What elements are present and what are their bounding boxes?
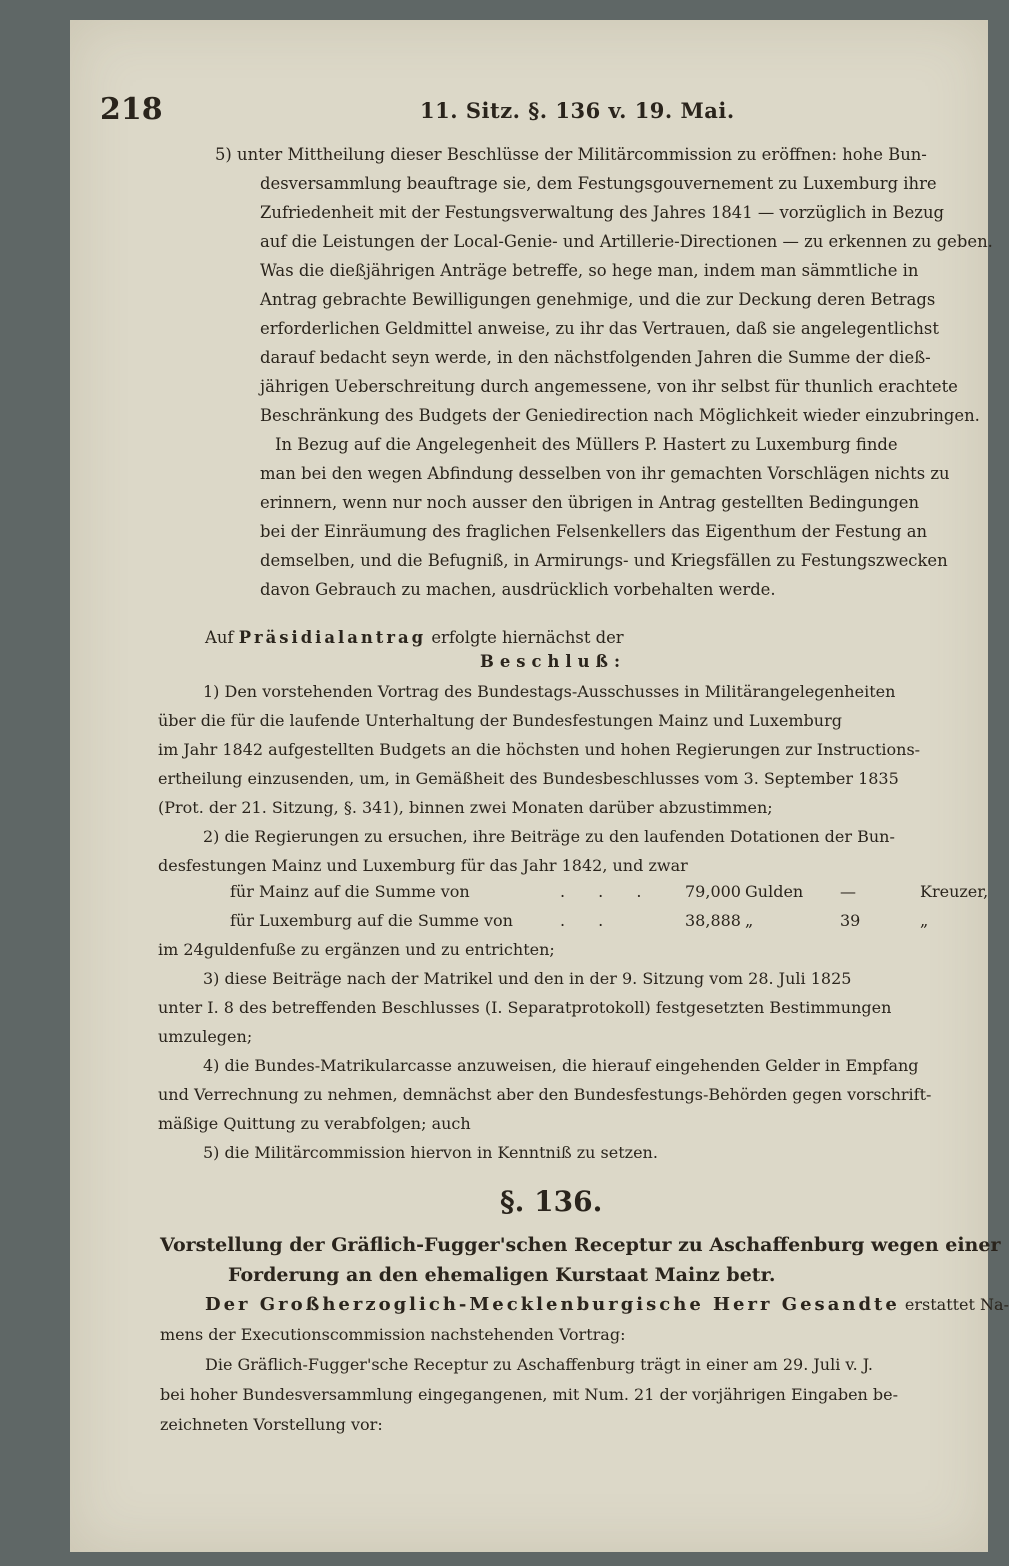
text-line: im Jahr 1842 aufgestellten Budgets an die höchsten und hohen Regierungen zur Instructions- (158, 740, 921, 759)
amount-unit: Gulden (745, 882, 804, 901)
text-line: unter I. 8 des betreffenden Beschlusses (I. Separatprotokoll) festgesetzten Bestimmungen (158, 998, 892, 1017)
text-line: davon Gebrauch zu machen, ausdrücklich vorbehalten werde. (260, 580, 776, 599)
resolution-block (158, 677, 970, 880)
amount-label: für Luxemburg auf die Summe von (230, 911, 513, 930)
text-line: desfestungen Mainz und Luxemburg für das Jahr 1842, und zwar (158, 856, 688, 875)
text-line: 5) die Militärcommission hiervon in Kenntniß zu setzen. (203, 1143, 658, 1162)
amount-kreuzer-label: „ (920, 911, 929, 930)
text-line: erinnern, wenn nur noch ausser den übrigen in Antrag gestellten Bedingungen (260, 493, 920, 512)
envoy-rest: erstattet Na- (904, 1295, 1009, 1314)
text-line: mens der Executionscommission nachstehenden Vortrag: (160, 1325, 626, 1344)
amount-kreuzer: — (840, 882, 856, 901)
text-line: mäßige Quittung zu verabfolgen; auch (158, 1114, 471, 1133)
text-line: auf die Leistungen der Local-Genie- und Artillerie-Directionen — zu erkennen zu geben. (260, 232, 993, 251)
amount-sum: 79,000 (685, 882, 741, 901)
text-line: man bei den wegen Abfindung desselben von ihr gemachten Vorschlägen nichts zu (260, 464, 950, 483)
text-line: 5) unter Mittheilung dieser Beschlüsse der Militärcommission zu eröffnen: hohe Bun- (215, 145, 927, 164)
text-line: In Bezug auf die Angelegenheit des Müllers P. Hastert zu Luxemburg finde (275, 435, 898, 454)
amount-row (230, 877, 989, 906)
text-line: Antrag gebrachte Bewilligungen genehmige, und die zur Deckung deren Betrags (260, 290, 936, 309)
text-line: über die für die laufende Unterhaltung der Bundesfestungen Mainz und Luxemburg (158, 711, 842, 730)
text-line: 1) Den vorstehenden Vortrag des Bundestags-Ausschusses in Militärangelegenheiten (203, 682, 896, 701)
envoy-name: Der Großherzoglich-Mecklenburgische Herr Gesandte (205, 1294, 900, 1315)
text-line: (Prot. der 21. Sitzung, §. 341), binnen zwei Monaten darüber abzustimmen; (158, 798, 773, 817)
amount-label: für Mainz auf die Summe von (230, 882, 470, 901)
envoy-line (160, 1290, 1009, 1320)
section-body (160, 1290, 1009, 1440)
amount-sum: 38,888 (685, 911, 741, 930)
presidial-line (205, 623, 765, 652)
text-line: demselben, und die Befugniß, in Armirungs- und Kriegsfällen zu Festungszwecken (260, 551, 948, 570)
presidial-emphasis: Präsidialantrag (238, 628, 427, 647)
body-top (215, 140, 993, 604)
text-line: bei der Einräumung des fraglichen Felsenkellers das Eigenthum der Festung an (260, 522, 928, 541)
text-line: zeichneten Vorstellung vor: (160, 1415, 383, 1434)
section-subject (160, 1230, 1001, 1290)
amount-dots: . . (560, 911, 618, 930)
presidial-suffix: erfolgte hiernächst der (431, 628, 624, 647)
text-line: Was die dießjährigen Anträge betreffe, so hege man, indem man sämmtliche in (260, 261, 919, 280)
subject-line: Vorstellung der Gräflich-Fugger'schen Receptur zu Aschaffenburg wegen einer (160, 1234, 1001, 1256)
amount-row (230, 906, 950, 935)
text-line: desversammlung beauftrage sie, dem Festungsgouvernement zu Luxemburg ihre (260, 174, 937, 193)
page-number: 218 (100, 92, 163, 127)
presidial-prefix: Auf (205, 628, 234, 647)
text-line: bei hoher Bundesversammlung eingegangenen, mit Num. 21 der vorjährigen Eingaben be- (160, 1385, 899, 1404)
amount-unit: „ (745, 911, 754, 930)
section-number: §. 136. (500, 1185, 603, 1218)
running-title: 11. Sitz. §. 136 v. 19. Mai. (420, 98, 735, 123)
text-line: darauf bedacht seyn werde, in den nächstfolgenden Jahren die Summe der dieß- (260, 348, 931, 367)
text-line: im 24guldenfuße zu ergänzen und zu entrichten; (158, 940, 555, 959)
amount-kreuzer-label: Kreuzer, (920, 882, 989, 901)
text-line: ertheilung einzusenden, um, in Gemäßheit des Bundesbeschlusses vom 3. September 1835 (158, 769, 899, 788)
text-line: erforderlichen Geldmittel anweise, zu ihr das Vertrauen, daß sie angelegentlichst (260, 319, 939, 338)
text-line: Zufriedenheit mit der Festungsverwaltung des Jahres 1841 — vorzüglich in Bezug (260, 203, 944, 222)
text-line: 2) die Regierungen zu ersuchen, ihre Beiträge zu den laufenden Dotationen der Bun- (203, 827, 895, 846)
text-line: 3) diese Beiträge nach der Matrikel und den in der 9. Sitzung vom 28. Juli 1825 (203, 969, 852, 988)
resolution-heading: Beschluß: (480, 652, 627, 671)
text-line: Beschränkung des Budgets der Geniedirection nach Möglichkeit wieder einzubringen. (260, 406, 980, 425)
text-line: Die Gräflich-Fugger'sche Receptur zu Aschaffenburg trägt in einer am 29. Juli v. J. (205, 1355, 873, 1374)
text-line: umzulegen; (158, 1027, 253, 1046)
amount-table (230, 877, 989, 935)
text-line: und Verrechnung zu nehmen, demnächst aber den Bundesfestungs-Behörden gegen vorschrift- (158, 1085, 932, 1104)
page-header (100, 92, 740, 132)
resolution-rest (158, 935, 970, 1167)
amount-dots: . . . (560, 882, 656, 901)
subject-line: Forderung an den ehemaligen Kurstaat Mainz betr. (228, 1264, 776, 1286)
text-line: jährigen Ueberschreitung durch angemessene, von ihr selbst für thunlich erachtete (260, 377, 958, 396)
text-line: 4) die Bundes-Matrikularcasse anzuweisen, die hierauf eingehenden Gelder in Empfang (203, 1056, 919, 1075)
amount-kreuzer: 39 (840, 911, 861, 930)
